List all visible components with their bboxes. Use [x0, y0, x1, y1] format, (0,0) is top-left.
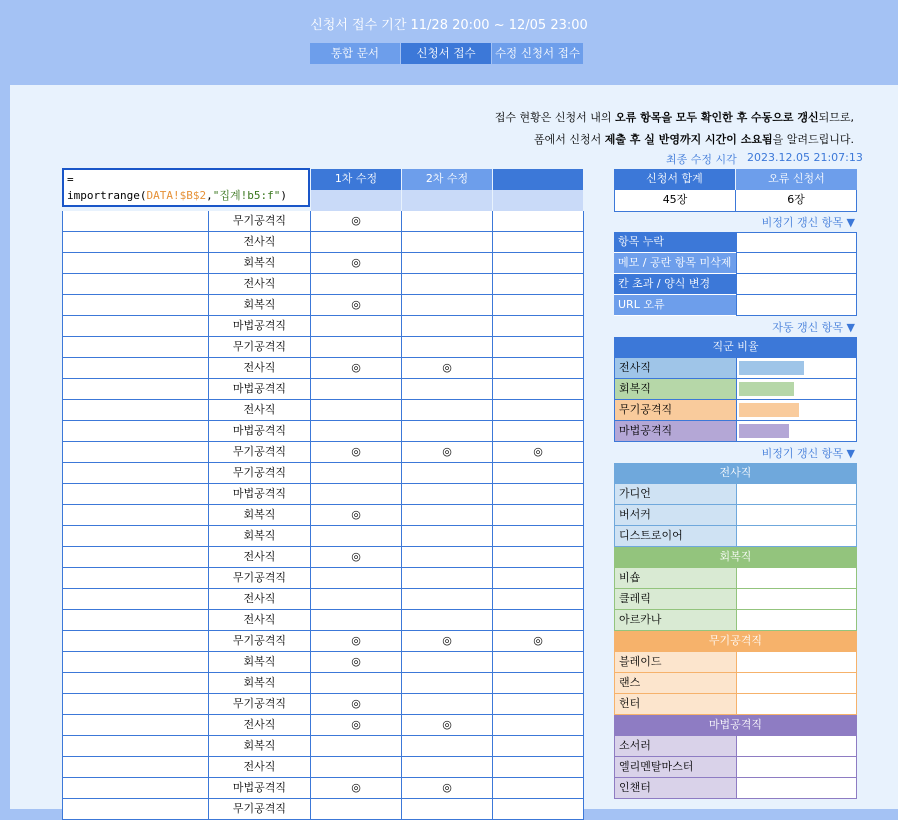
- formula-comma: ,: [206, 189, 213, 202]
- group-item-value[interactable]: [736, 757, 857, 778]
- table-cell-rev2[interactable]: ◎: [402, 442, 493, 463]
- table-cell-rev1[interactable]: [311, 568, 402, 589]
- group-item-label: 아르카나: [614, 610, 736, 631]
- table-cell-job[interactable]: 무기공격직: [209, 694, 311, 715]
- updated-value: 2023.12.05 21:07:13: [747, 151, 863, 164]
- table-cell-name[interactable]: [72, 505, 209, 526]
- formula-close: ): [280, 189, 287, 202]
- table-cell-rev3[interactable]: [493, 400, 584, 421]
- table-cell-name[interactable]: [72, 736, 209, 757]
- table-cell-rev2[interactable]: [402, 295, 493, 316]
- table-cell-name[interactable]: [72, 274, 209, 295]
- auto-update-link[interactable]: 자동 갱신 항목 ▼: [772, 321, 855, 334]
- table-row-stub[interactable]: [62, 610, 72, 631]
- notice-text: 접수 현황은 신청서 내의: [494, 111, 615, 124]
- table-row-stub[interactable]: [62, 211, 72, 232]
- table-cell-rev3[interactable]: [493, 736, 584, 757]
- table-cell-rev3[interactable]: [493, 505, 584, 526]
- table-cell-name[interactable]: [72, 610, 209, 631]
- formula-fn: importrange(: [67, 189, 147, 202]
- table-row-stub[interactable]: [62, 589, 72, 610]
- table-cell-rev3[interactable]: [493, 694, 584, 715]
- tab-application-receipt[interactable]: 신청서 접수: [401, 43, 492, 64]
- table-cell-rev2[interactable]: [402, 253, 493, 274]
- table-cell-rev3[interactable]: [493, 232, 584, 253]
- group-item-label: 소서러: [614, 736, 736, 757]
- table-cell-job[interactable]: 전사직: [209, 715, 311, 736]
- ratio-bar: [739, 361, 804, 375]
- col-subheader: [493, 190, 583, 211]
- group-item-value[interactable]: [736, 589, 857, 610]
- table-cell-rev1[interactable]: [311, 484, 402, 505]
- table-row-stub[interactable]: [62, 568, 72, 589]
- table-cell-rev1[interactable]: [311, 232, 402, 253]
- ratio-bar: [739, 424, 789, 438]
- formula-arg2: "집계!b5:f": [212, 189, 281, 202]
- group-title: 회복직: [614, 547, 857, 568]
- table-row-stub[interactable]: [62, 232, 72, 253]
- table-cell-rev2[interactable]: [402, 400, 493, 421]
- table-row-stub[interactable]: [62, 253, 72, 274]
- table-cell-rev3[interactable]: [493, 211, 584, 232]
- ratio-label: 무기공격직: [614, 400, 736, 421]
- error-item-value[interactable]: [736, 274, 857, 295]
- manual-update-link-1[interactable]: 비정기 갱신 항목 ▼: [761, 216, 855, 229]
- table-cell-name[interactable]: [72, 337, 209, 358]
- table-row-stub[interactable]: [62, 358, 72, 379]
- table-cell-rev1[interactable]: ◎: [311, 547, 402, 568]
- formula-cell-editor[interactable]: [62, 168, 310, 207]
- group-title: 무기공격직: [614, 631, 857, 652]
- table-cell-job[interactable]: 무기공격직: [209, 463, 311, 484]
- group-item-value[interactable]: [736, 526, 857, 547]
- table-cell-rev3[interactable]: [493, 715, 584, 736]
- table-cell-name[interactable]: [72, 631, 209, 652]
- table-cell-rev1[interactable]: [311, 316, 402, 337]
- notice-line-2: [534, 131, 854, 147]
- table-cell-name[interactable]: [72, 652, 209, 673]
- table-cell-rev1[interactable]: ◎: [311, 442, 402, 463]
- error-item-value[interactable]: [736, 253, 857, 274]
- table-cell-rev2[interactable]: [402, 589, 493, 610]
- table-cell-rev3[interactable]: [493, 274, 584, 295]
- table-cell-rev1[interactable]: ◎: [311, 715, 402, 736]
- table-cell-rev2[interactable]: [402, 547, 493, 568]
- group-item-label: 디스트로이어: [614, 526, 736, 547]
- tab-bar: [310, 43, 583, 64]
- table-row-stub[interactable]: [62, 673, 72, 694]
- table-cell-job[interactable]: 전사직: [209, 547, 311, 568]
- table-row-stub[interactable]: [62, 484, 72, 505]
- formula-equals: =: [67, 173, 74, 186]
- table-cell-name[interactable]: [72, 211, 209, 232]
- table-cell-job[interactable]: 전사직: [209, 610, 311, 631]
- table-row-stub[interactable]: [62, 526, 72, 547]
- table-cell-rev3[interactable]: [493, 673, 584, 694]
- group-item-value[interactable]: [736, 652, 857, 673]
- group-item-value[interactable]: [736, 736, 857, 757]
- group-item-label: 가디언: [614, 484, 736, 505]
- table-cell-rev3[interactable]: [493, 421, 584, 442]
- manual-update-link-2[interactable]: 비정기 갱신 항목 ▼: [761, 447, 855, 460]
- table-cell-job[interactable]: 회복직: [209, 673, 311, 694]
- table-cell-rev1[interactable]: [311, 421, 402, 442]
- table-cell-rev1[interactable]: ◎: [311, 631, 402, 652]
- table-cell-rev2[interactable]: [402, 673, 493, 694]
- table-cell-rev2[interactable]: ◎: [402, 715, 493, 736]
- table-cell-rev1[interactable]: ◎: [311, 694, 402, 715]
- error-item-label: 칸 초과 / 양식 변경: [614, 274, 736, 295]
- table-cell-rev2[interactable]: [402, 316, 493, 337]
- table-row-stub[interactable]: [62, 715, 72, 736]
- error-label: 오류 신청서: [736, 169, 857, 190]
- error-item-value[interactable]: [736, 295, 857, 316]
- table-row-stub[interactable]: [62, 547, 72, 568]
- table-cell-rev3[interactable]: ◎: [493, 631, 584, 652]
- table-cell-job[interactable]: 무기공격직: [209, 211, 311, 232]
- table-row-stub[interactable]: [62, 757, 72, 778]
- table-cell-rev2[interactable]: [402, 799, 493, 820]
- table-cell-job[interactable]: 전사직: [209, 589, 311, 610]
- tab-revision-receipt[interactable]: 수정 신청서 접수: [492, 43, 583, 64]
- table-cell-name[interactable]: [72, 778, 209, 799]
- table-cell-rev1[interactable]: [311, 463, 402, 484]
- group-title: 마법공격직: [614, 715, 857, 736]
- group-item-label: 비숍: [614, 568, 736, 589]
- updated-label: 최종 수정 시각: [666, 153, 737, 166]
- table-cell-name[interactable]: [72, 757, 209, 778]
- table-cell-job[interactable]: 전사직: [209, 757, 311, 778]
- table-row-stub[interactable]: [62, 652, 72, 673]
- group-item-value[interactable]: [736, 568, 857, 589]
- col-header-rev3: [493, 169, 583, 190]
- formula-arg1: DATA!$B$2: [146, 189, 207, 202]
- table-cell-rev1[interactable]: [311, 400, 402, 421]
- table-cell-rev2[interactable]: [402, 337, 493, 358]
- table-cell-job[interactable]: 회복직: [209, 652, 311, 673]
- error-value: 6장: [736, 190, 857, 212]
- table-cell-job[interactable]: 회복직: [209, 505, 311, 526]
- table-cell-rev3[interactable]: [493, 757, 584, 778]
- table-cell-rev1[interactable]: ◎: [311, 295, 402, 316]
- ratio-bar: [739, 382, 794, 396]
- table-cell-rev2[interactable]: [402, 274, 493, 295]
- table-cell-name[interactable]: [72, 589, 209, 610]
- group-item-value[interactable]: [736, 694, 857, 715]
- ratio-label: 회복직: [614, 379, 736, 400]
- ratio-title: 직군 비율: [614, 337, 857, 358]
- table-cell-name[interactable]: [72, 484, 209, 505]
- table-row-stub[interactable]: [62, 778, 72, 799]
- table-cell-name[interactable]: [72, 442, 209, 463]
- table-row-stub[interactable]: [62, 799, 72, 820]
- table-cell-rev1[interactable]: ◎: [311, 778, 402, 799]
- error-item-label: URL 오류: [614, 295, 736, 316]
- table-cell-name[interactable]: [72, 526, 209, 547]
- table-cell-name[interactable]: [72, 379, 209, 400]
- notice-bold: 오류 항목을 모두 확인한 후 수동으로 갱신: [615, 111, 819, 124]
- ratio-label: 전사직: [614, 358, 736, 379]
- table-cell-rev3[interactable]: [493, 652, 584, 673]
- table-cell-name[interactable]: [72, 421, 209, 442]
- table-cell-rev2[interactable]: [402, 463, 493, 484]
- table-row-stub[interactable]: [62, 421, 72, 442]
- table-cell-rev3[interactable]: [493, 526, 584, 547]
- table-cell-rev2[interactable]: ◎: [402, 631, 493, 652]
- table-cell-rev3[interactable]: [493, 295, 584, 316]
- table-cell-rev1[interactable]: [311, 673, 402, 694]
- table-cell-rev3[interactable]: ◎: [493, 442, 584, 463]
- table-cell-rev3[interactable]: [493, 484, 584, 505]
- table-cell-name[interactable]: [72, 799, 209, 820]
- table-row-stub[interactable]: [62, 316, 72, 337]
- table-cell-job[interactable]: 전사직: [209, 400, 311, 421]
- table-row-stub[interactable]: [62, 442, 72, 463]
- table-cell-rev3[interactable]: [493, 463, 584, 484]
- table-cell-rev3[interactable]: [493, 778, 584, 799]
- table-cell-name[interactable]: [72, 400, 209, 421]
- table-cell-rev3[interactable]: [493, 610, 584, 631]
- table-cell-rev1[interactable]: [311, 526, 402, 547]
- table-cell-name[interactable]: [72, 316, 209, 337]
- group-item-label: 블레이드: [614, 652, 736, 673]
- table-cell-rev2[interactable]: [402, 736, 493, 757]
- table-cell-rev2[interactable]: [402, 652, 493, 673]
- table-cell-name[interactable]: [72, 295, 209, 316]
- group-item-value[interactable]: [736, 610, 857, 631]
- table-row-stub[interactable]: [62, 274, 72, 295]
- table-cell-job[interactable]: 무기공격직: [209, 799, 311, 820]
- col-subheader: [402, 190, 492, 211]
- table-cell-rev3[interactable]: [493, 799, 584, 820]
- table-row-stub[interactable]: [62, 463, 72, 484]
- total-value: 45장: [614, 190, 736, 212]
- table-cell-job[interactable]: 마법공격직: [209, 778, 311, 799]
- notice-text: 되므로,: [818, 111, 854, 124]
- notice-text: 을 알려드립니다.: [772, 133, 854, 146]
- table-cell-rev1[interactable]: ◎: [311, 652, 402, 673]
- table-cell-name[interactable]: [72, 463, 209, 484]
- table-cell-rev3[interactable]: [493, 568, 584, 589]
- group-item-label: 인챈터: [614, 778, 736, 799]
- table-row-stub[interactable]: [62, 505, 72, 526]
- table-cell-rev2[interactable]: [402, 421, 493, 442]
- table-cell-rev2[interactable]: [402, 505, 493, 526]
- table-cell-job[interactable]: 마법공격직: [209, 421, 311, 442]
- table-cell-rev3[interactable]: [493, 337, 584, 358]
- table-cell-job[interactable]: 무기공격직: [209, 337, 311, 358]
- table-cell-rev1[interactable]: ◎: [311, 505, 402, 526]
- table-cell-rev2[interactable]: ◎: [402, 358, 493, 379]
- table-cell-rev3[interactable]: [493, 316, 584, 337]
- notice-bold: 제출 후 실 반영까지 시간이 소요됨: [604, 133, 773, 146]
- table-row-stub[interactable]: [62, 736, 72, 757]
- table-row-stub[interactable]: [62, 337, 72, 358]
- group-item-value[interactable]: [736, 778, 857, 799]
- group-title: 전사직: [614, 463, 857, 484]
- table-cell-rev1[interactable]: ◎: [311, 358, 402, 379]
- table-cell-rev2[interactable]: [402, 757, 493, 778]
- table-cell-job[interactable]: 회복직: [209, 526, 311, 547]
- table-cell-rev1[interactable]: [311, 736, 402, 757]
- group-item-label: 클레릭: [614, 589, 736, 610]
- table-cell-job[interactable]: 회복직: [209, 253, 311, 274]
- table-cell-job[interactable]: 무기공격직: [209, 442, 311, 463]
- table-cell-rev1[interactable]: [311, 589, 402, 610]
- col-header-rev2: 2차 수정: [402, 169, 492, 190]
- table-cell-name[interactable]: [72, 694, 209, 715]
- table-cell-rev1[interactable]: [311, 610, 402, 631]
- formula-body: [67, 188, 305, 204]
- ratio-label: 마법공격직: [614, 421, 736, 442]
- table-cell-rev1[interactable]: [311, 337, 402, 358]
- error-item-label: 메모 / 공란 항목 미삭제: [614, 253, 736, 274]
- table-cell-rev1[interactable]: [311, 379, 402, 400]
- table-cell-rev2[interactable]: ◎: [402, 778, 493, 799]
- table-cell-rev3[interactable]: [493, 547, 584, 568]
- group-item-value[interactable]: [736, 673, 857, 694]
- error-item-value[interactable]: [736, 232, 857, 253]
- total-label: 신청서 합계: [614, 169, 735, 190]
- group-item-label: 버서커: [614, 505, 736, 526]
- table-cell-name[interactable]: [72, 568, 209, 589]
- table-cell-name[interactable]: [72, 673, 209, 694]
- table-cell-job[interactable]: 전사직: [209, 274, 311, 295]
- notice-text: 폼에서 신청서: [533, 133, 605, 146]
- error-item-label: 항목 누락: [614, 232, 736, 253]
- table-cell-rev1[interactable]: [311, 274, 402, 295]
- table-cell-rev2[interactable]: [402, 211, 493, 232]
- group-item-label: 랜스: [614, 673, 736, 694]
- table-cell-job[interactable]: 회복직: [209, 736, 311, 757]
- table-row-stub[interactable]: [62, 400, 72, 421]
- table-cell-rev2[interactable]: [402, 610, 493, 631]
- table-cell-job[interactable]: 전사직: [209, 232, 311, 253]
- table-cell-name[interactable]: [72, 358, 209, 379]
- table-cell-name[interactable]: [72, 715, 209, 736]
- table-cell-name[interactable]: [72, 253, 209, 274]
- table-cell-job[interactable]: 무기공격직: [209, 568, 311, 589]
- table-row-stub[interactable]: [62, 379, 72, 400]
- table-cell-rev2[interactable]: [402, 526, 493, 547]
- table-cell-rev2[interactable]: [402, 379, 493, 400]
- table-cell-rev1[interactable]: [311, 799, 402, 820]
- table-cell-name[interactable]: [72, 547, 209, 568]
- table-cell-rev2[interactable]: [402, 232, 493, 253]
- group-item-value[interactable]: [736, 484, 857, 505]
- table-row-stub[interactable]: [62, 295, 72, 316]
- table-cell-rev1[interactable]: ◎: [311, 211, 402, 232]
- group-item-value[interactable]: [736, 505, 857, 526]
- table-cell-rev3[interactable]: [493, 358, 584, 379]
- tab-integrated-doc[interactable]: 통합 문서: [310, 43, 401, 64]
- table-cell-rev3[interactable]: [493, 379, 584, 400]
- ratio-bar: [739, 403, 799, 417]
- table-cell-rev1[interactable]: [311, 757, 402, 778]
- table-cell-rev2[interactable]: [402, 568, 493, 589]
- table-cell-rev3[interactable]: [493, 253, 584, 274]
- col-subheader: [311, 190, 401, 211]
- table-cell-rev2[interactable]: [402, 484, 493, 505]
- table-cell-job[interactable]: 마법공격직: [209, 484, 311, 505]
- table-cell-rev1[interactable]: ◎: [311, 253, 402, 274]
- col-header-rev1: 1차 수정: [311, 169, 401, 190]
- group-item-label: 헌터: [614, 694, 736, 715]
- table-cell-job[interactable]: 무기공격직: [209, 631, 311, 652]
- table-cell-rev3[interactable]: [493, 589, 584, 610]
- group-item-label: 엘리멘탈마스터: [614, 757, 736, 778]
- header-title: 신청서 접수 기간 11/28 20:00 ~ 12/05 23:00: [310, 18, 588, 33]
- table-cell-name[interactable]: [72, 232, 209, 253]
- table-cell-rev2[interactable]: [402, 694, 493, 715]
- table-cell-job[interactable]: 마법공격직: [209, 316, 311, 337]
- table-row-stub[interactable]: [62, 631, 72, 652]
- notice-line-1: [495, 109, 854, 125]
- table-cell-job[interactable]: 회복직: [209, 295, 311, 316]
- table-cell-job[interactable]: 마법공격직: [209, 379, 311, 400]
- table-row-stub[interactable]: [62, 694, 72, 715]
- table-cell-job[interactable]: 전사직: [209, 358, 311, 379]
